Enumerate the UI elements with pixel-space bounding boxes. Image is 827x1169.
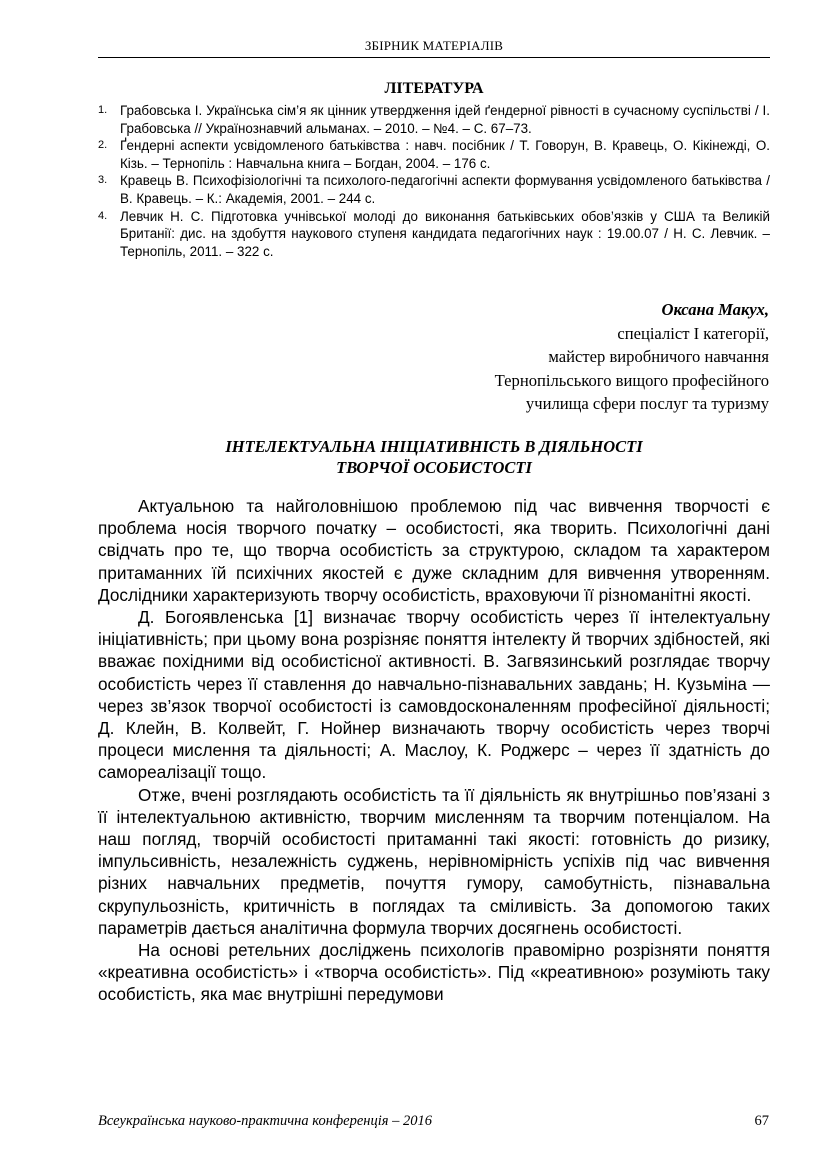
reference-item	[98, 102, 770, 137]
reference-item	[98, 208, 770, 261]
body-paragraph: Д. Богоявленська [1] визначає творчу особистість через її інтелектуальну ініціативність; при цьому вона розрізняє поняття інтелекту й творчих здібностей, які вважає похідними від особистісної активності. В. Загвязинський розглядає творчу особистість через її ставлення до навчально-пізнавальних завдань; Н. Кузьміна — через зв’язок творчої особистості із самовдосконаленням професійної діяльності; Д. Клейн, В. Колвейт, Г. Нойнер визначають творчу особистість через творчі процеси мислення та діяльності; А. Маслоу, К. Роджерс – через її здатність до самореалізації тощо.	[98, 607, 770, 783]
header-divider	[98, 57, 770, 58]
body-paragraph: Актуальною та найголовнішою проблемою під час вивчення творчості є проблема носія творчого початку – особистості, яка творить. Психологічні дані свідчать про те, що творча особистість за структурою, складом та характером притаманних їй психічних якостей є дуже складним для вивчення утворенням. Дослідники характеризують творчу особистість, враховуючи її різноманітні якості.	[98, 496, 770, 605]
article-title-line2: ТВОРЧОЇ ОСОБИСТОСТІ	[336, 458, 532, 477]
article-body	[98, 495, 770, 1006]
reference-item	[98, 172, 770, 207]
article-title	[98, 436, 770, 478]
reference-number: 4.	[98, 209, 108, 222]
references-title: ЛІТЕРАТУРА	[384, 80, 484, 97]
reference-item	[98, 137, 770, 172]
body-paragraph: Отже, вчені розглядають особистість та її діяльність як внутрішньо пов’язані з її інтелектуальною активністю, творчим мисленням та творчим потенціалом. На наш погляд, творчій особистості притаманні такі якості: готовність до ризику, імпульсивність, незалежність суджень, нерівномірність успіхів під час вивчення різних навчальних предметів, почуття гумору, самобутність, пізнавальна скрупульозність, критичність в поглядах та сміливість. За допомогою таких параметрів дається аналітична формула творчих досягнень особистості.	[98, 784, 770, 938]
body-paragraph: На основі ретельних досліджень психологів правомірно розрізняти поняття «креативна особистість» і «творча особистість». Під «креативною» розуміють таку особистість, яка має внутрішні передумови	[98, 940, 770, 1005]
reference-number: 2.	[98, 139, 108, 152]
author-block	[495, 298, 769, 416]
running-header: ЗБІРНИК МАТЕРІАЛІВ	[364, 38, 504, 53]
reference-number: 3.	[98, 174, 108, 187]
reference-text: Левчик Н. С. Підготовка учнівської молоді до виконання батьківських обов’язків у США та Великій Британії: дис. на здобуття наукового ступеня кандидата педагогічних наук : 19.00.07 / Н. С. Левчик. – Тернопіль, 2011. – 322 с.	[120, 208, 770, 259]
reference-number: 1.	[98, 104, 108, 116]
reference-text: Грабовська І. Українська сім’я як цінник утвердження ідей ґендерної рівності в сучасному суспільстві / І. Грабовська // Українознавчий альманах. – 2010. – №4. – С. 67–73.	[120, 103, 770, 136]
references-list	[98, 102, 770, 260]
author-position: спеціаліст І категорії,	[617, 323, 769, 343]
footer-conference: Всеукраїнська науково-практична конференція – 2016	[98, 1113, 433, 1129]
reference-text: Ґендерні аспекти усвідомленого батьківства : навч. посібник / Т. Говорун, В. Кравець, О. Кікінежді, О. Кізь. – Тернопіль : Навчальна книга – Богдан, 2004. – 176 с.	[120, 138, 770, 171]
author-institution-line1: Тернопільського вищого професійного	[494, 370, 769, 390]
author-name: Оксана Макух,	[661, 300, 769, 319]
author-institution-line2: училища сфери послуг та туризму	[525, 394, 769, 413]
page-number: 67	[754, 1113, 769, 1129]
author-role: майстер виробничого навчання	[548, 347, 769, 366]
article-title-line1: ІНТЕЛЕКТУАЛЬНА ІНІЦІАТИВНІСТЬ В ДІЯЛЬНОСТІ	[225, 437, 643, 456]
reference-text: Кравець В. Психофізіологічні та психолого-педагогічні аспекти формування усвідомленого батьківства / В. Кравець. – К.: Академія, 2001. – 244 с.	[120, 173, 770, 206]
